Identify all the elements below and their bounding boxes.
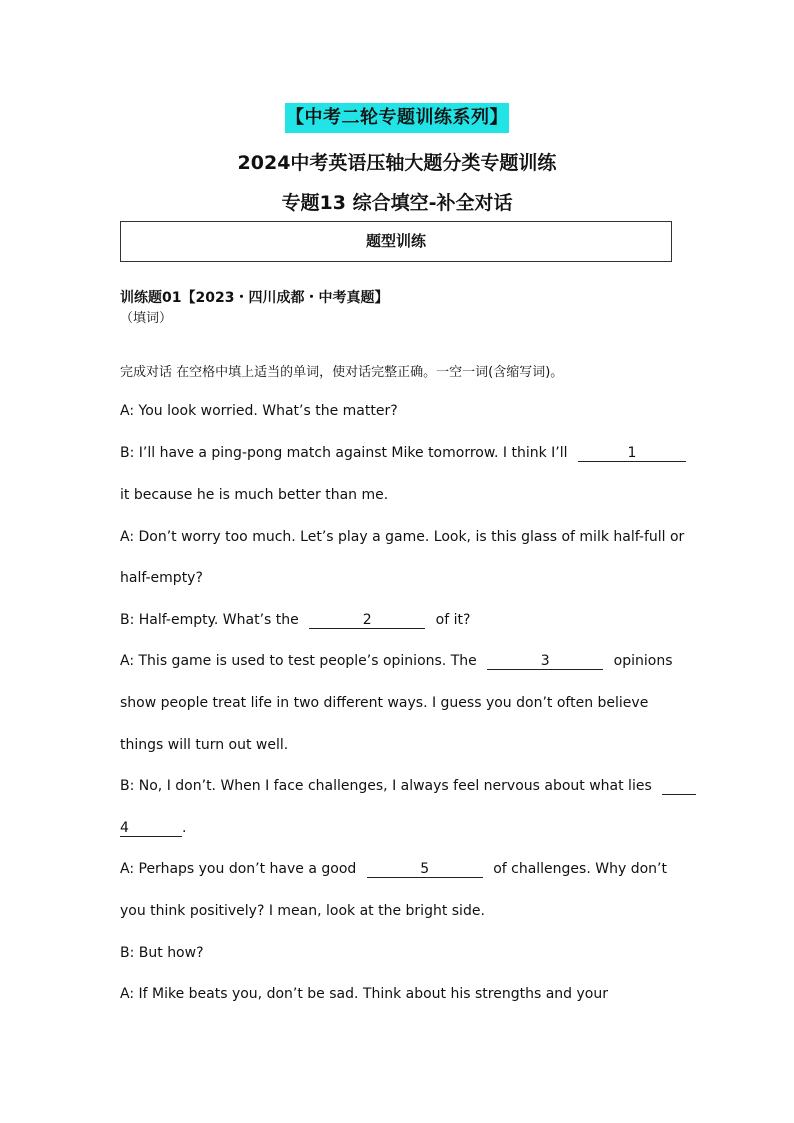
period: . (182, 820, 187, 836)
dialogue-text: B: Half-empty. What’s the (120, 612, 299, 628)
dialogue-line (120, 445, 686, 462)
answer-blank-1[interactable]: 1 (578, 445, 686, 462)
answer-blank-2[interactable]: 2 (309, 612, 425, 629)
dialogue-line: B: But how? (120, 945, 204, 961)
exercise-heading: 训练题01【2023・四川成都・中考真题】 (120, 290, 389, 306)
dialogue-text: A: Perhaps you don’t have a good (120, 861, 357, 877)
dialogue-line: half-empty? (120, 570, 203, 586)
dialogue-line: show people treat life in two different ways. I guess you don’t often believe (120, 695, 649, 711)
document-title: 2024中考英语压轴大题分类专题训练 (237, 152, 557, 174)
dialogue-line (120, 778, 696, 795)
dialogue-line (120, 653, 673, 670)
dialogue-text: B: I’ll have a ping-pong match against Mike tomorrow. I think I’ll (120, 445, 568, 461)
dialogue-line: you think positively? I mean, look at the bright side. (120, 903, 485, 919)
dialogue-text: of it? (435, 612, 471, 628)
answer-blank-5[interactable]: 5 (367, 861, 483, 878)
dialogue-line (120, 820, 186, 837)
section-heading: 题型训练 (365, 232, 426, 250)
dialogue-text: A: This game is used to test people’s opinions. The (120, 653, 477, 669)
dialogue-line (120, 612, 470, 629)
dialogue-line: A: Don’t worry too much. Let’s play a game. Look, is this glass of milk half-full or (120, 529, 685, 545)
series-title: 【中考二轮专题训练系列】 (285, 103, 509, 133)
dialogue-line (120, 861, 667, 878)
dialogue-line: A: You look worried. What’s the matter? (120, 403, 398, 419)
dialogue-text: B: No, I don’t. When I face challenges, I always feel nervous about what lies (120, 778, 652, 794)
dialogue-line: A: If Mike beats you, don’t be sad. Think about his strengths and your (120, 986, 608, 1002)
answer-blank-3[interactable]: 3 (487, 653, 603, 670)
dialogue-text: opinions (613, 653, 673, 669)
section-heading-box (120, 221, 672, 262)
exercise-instruction: 完成对话 在空格中填上适当的单词，使对话完整正确。一空一词(含缩写词)。 (120, 365, 564, 380)
exercise-subheading: （填词） (120, 311, 173, 326)
dialogue-line: it because he is much better than me. (120, 487, 389, 503)
dialogue-text: of challenges. Why don’t (493, 861, 667, 877)
answer-blank-4-start (662, 778, 696, 795)
topic-subtitle: 专题13 综合填空-补全对话 (281, 192, 513, 214)
dialogue-line: things will turn out well. (120, 737, 289, 753)
answer-blank-4[interactable]: 4 (120, 820, 182, 837)
